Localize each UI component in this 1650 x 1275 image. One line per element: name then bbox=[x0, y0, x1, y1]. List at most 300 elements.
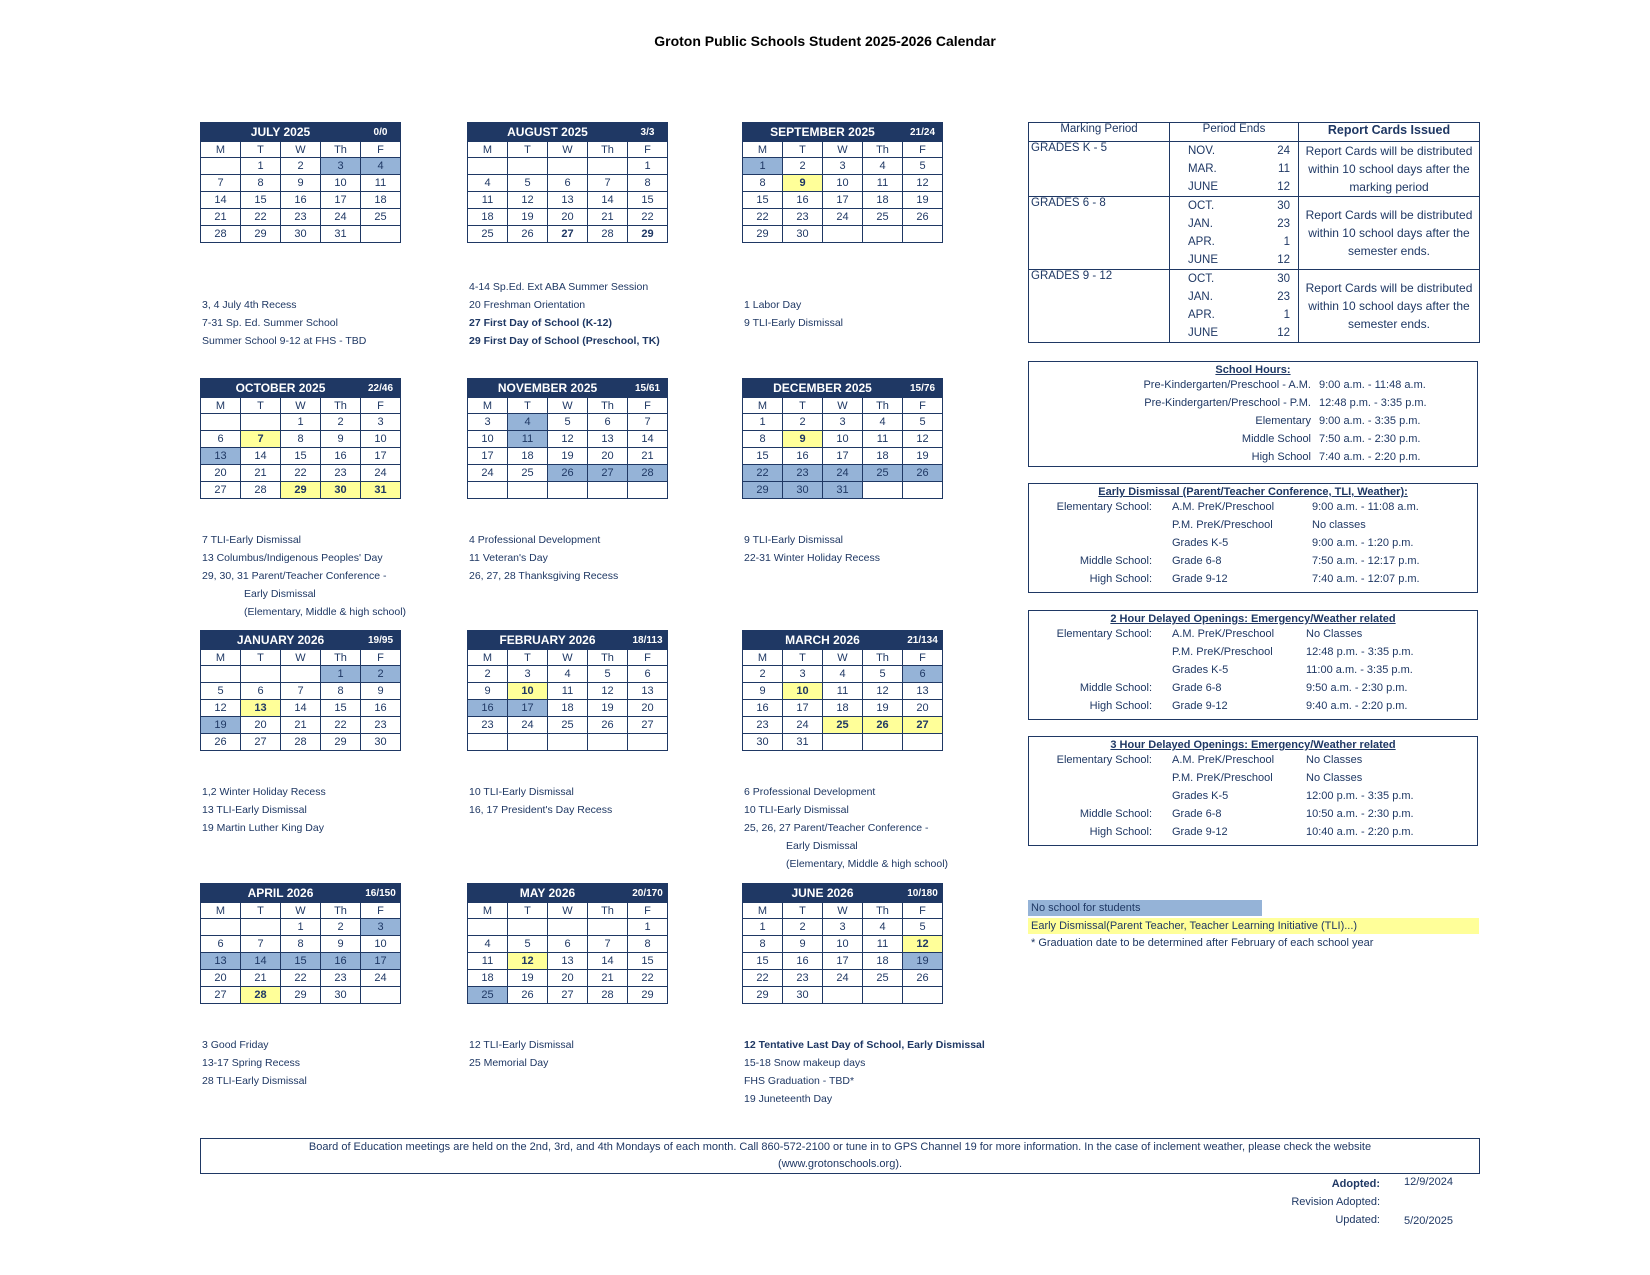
weekday-header: F bbox=[361, 398, 401, 414]
grade-group: Grades K-5 bbox=[1172, 537, 1229, 549]
day-cell: 13 bbox=[903, 683, 943, 700]
day-cell: 17 bbox=[508, 700, 548, 717]
hours-program: Elementary bbox=[1255, 415, 1311, 427]
day-cell: 11 bbox=[863, 431, 903, 448]
month-notes bbox=[202, 531, 406, 621]
hours-program: Middle School bbox=[1241, 433, 1311, 445]
grade-group: A.M. PreK/Preschool bbox=[1172, 501, 1275, 513]
weekday-header: W bbox=[823, 142, 863, 158]
month-notes bbox=[202, 1036, 307, 1090]
day-count: 16/150 bbox=[361, 884, 401, 903]
day-cell: 5 bbox=[508, 936, 548, 953]
day-cell: 8 bbox=[743, 936, 783, 953]
day-cell: 28 bbox=[588, 226, 628, 243]
day-cell: 26 bbox=[588, 717, 628, 734]
weekday-header: M bbox=[743, 903, 783, 919]
weekday-header: T bbox=[241, 398, 281, 414]
day-cell: 18 bbox=[863, 448, 903, 465]
day-cell bbox=[628, 734, 668, 751]
weekday-header: M bbox=[743, 650, 783, 666]
day-cell: 15 bbox=[628, 192, 668, 209]
day-cell: 29 bbox=[743, 987, 783, 1004]
weekday-header: W bbox=[548, 142, 588, 158]
month-note bbox=[744, 278, 843, 296]
day-cell: 21 bbox=[588, 209, 628, 226]
day-cell: 18 bbox=[508, 448, 548, 465]
day-cell: 2 bbox=[321, 919, 361, 936]
month-6 bbox=[200, 630, 401, 751]
day-cell bbox=[508, 919, 548, 936]
period-ends-cell bbox=[1170, 142, 1299, 197]
period-ends-cell bbox=[1170, 270, 1299, 343]
day-cell: 23 bbox=[783, 465, 823, 482]
day-cell bbox=[468, 734, 508, 751]
period-day: 24 bbox=[1277, 145, 1290, 157]
day-cell: 25 bbox=[548, 717, 588, 734]
month-calendar bbox=[467, 378, 668, 499]
day-cell: 23 bbox=[783, 209, 823, 226]
day-cell bbox=[361, 226, 401, 243]
weekday-header: W bbox=[281, 903, 321, 919]
day-cell: 5 bbox=[588, 666, 628, 683]
day-cell: 15 bbox=[321, 700, 361, 717]
day-cell: 19 bbox=[508, 209, 548, 226]
day-cell bbox=[588, 734, 628, 751]
month-note: 9 TLI-Early Dismissal bbox=[744, 534, 843, 546]
month-title: JANUARY 2026 bbox=[201, 631, 361, 650]
day-cell: 7 bbox=[241, 936, 281, 953]
day-cell: 14 bbox=[628, 431, 668, 448]
month-notes bbox=[744, 531, 880, 567]
day-cell: 2 bbox=[783, 158, 823, 175]
time-range: No Classes bbox=[1306, 754, 1363, 766]
month-note: 25, 26, 27 Parent/Teacher Conference - bbox=[744, 822, 929, 834]
time-range: 7:40 a.m. - 12:07 p.m. bbox=[1312, 573, 1420, 585]
weekday-header: F bbox=[903, 398, 943, 414]
month-note: 1 Labor Day bbox=[744, 299, 802, 311]
period-day: 23 bbox=[1277, 218, 1290, 230]
weekday-header: Th bbox=[321, 650, 361, 666]
delay2-title: 2 Hour Delayed Openings: Emergency/Weather related bbox=[1110, 613, 1396, 625]
day-cell: 13 bbox=[548, 192, 588, 209]
day-cell: 1 bbox=[281, 919, 321, 936]
day-cell: 6 bbox=[201, 431, 241, 448]
day-cell: 4 bbox=[468, 936, 508, 953]
month-calendar bbox=[200, 630, 401, 751]
day-cell: 9 bbox=[281, 175, 321, 192]
day-cell: 30 bbox=[321, 482, 361, 499]
month-4 bbox=[467, 378, 668, 499]
day-cell: 9 bbox=[783, 431, 823, 448]
day-cell: 24 bbox=[823, 970, 863, 987]
day-cell: 12 bbox=[588, 683, 628, 700]
day-cell: 28 bbox=[201, 226, 241, 243]
time-range: No classes bbox=[1312, 519, 1366, 531]
school-level bbox=[1029, 661, 1172, 679]
weekday-header: Th bbox=[863, 903, 903, 919]
hours-program: High School bbox=[1251, 451, 1311, 463]
month-7 bbox=[467, 630, 668, 751]
month-0 bbox=[200, 122, 401, 243]
month-note: 25 Memorial Day bbox=[469, 1057, 549, 1069]
day-cell: 24 bbox=[508, 717, 548, 734]
day-cell: 20 bbox=[548, 970, 588, 987]
month-notes bbox=[202, 278, 366, 350]
month-note: 29, 30, 31 Parent/Teacher Conference - bbox=[202, 570, 387, 582]
day-cell: 26 bbox=[201, 734, 241, 751]
day-cell: 27 bbox=[628, 717, 668, 734]
weekday-header: M bbox=[468, 398, 508, 414]
day-cell: 20 bbox=[201, 465, 241, 482]
day-cell: 16 bbox=[783, 953, 823, 970]
day-cell: 21 bbox=[201, 209, 241, 226]
month-note: 10 TLI-Early Dismissal bbox=[744, 804, 849, 816]
weekday-header: W bbox=[281, 398, 321, 414]
hours-time: 7:50 a.m. - 2:30 p.m. bbox=[1319, 433, 1421, 445]
day-cell: 11 bbox=[508, 431, 548, 448]
day-cell: 15 bbox=[241, 192, 281, 209]
grade-group: A.M. PreK/Preschool bbox=[1172, 628, 1275, 640]
day-cell: 23 bbox=[468, 717, 508, 734]
day-cell: 22 bbox=[281, 465, 321, 482]
day-cell: 15 bbox=[281, 448, 321, 465]
day-cell: 1 bbox=[628, 919, 668, 936]
day-cell: 21 bbox=[241, 970, 281, 987]
time-range: 12:00 p.m. - 3:35 p.m. bbox=[1306, 790, 1414, 802]
day-cell: 26 bbox=[508, 226, 548, 243]
day-cell: 10 bbox=[823, 175, 863, 192]
day-cell: 10 bbox=[823, 936, 863, 953]
day-count: 15/76 bbox=[903, 379, 943, 398]
day-cell: 6 bbox=[628, 666, 668, 683]
day-cell bbox=[823, 987, 863, 1004]
day-cell: 30 bbox=[361, 734, 401, 751]
period-day: 12 bbox=[1277, 181, 1290, 193]
day-cell bbox=[588, 158, 628, 175]
weekday-header: W bbox=[548, 398, 588, 414]
footer-box bbox=[200, 1138, 1480, 1174]
day-cell: 25 bbox=[863, 465, 903, 482]
day-cell: 7 bbox=[588, 175, 628, 192]
day-cell bbox=[863, 482, 903, 499]
day-cell: 6 bbox=[903, 666, 943, 683]
month-title: MAY 2026 bbox=[468, 884, 628, 903]
month-note: 4-14 Sp.Ed. Ext ABA Summer Session bbox=[469, 281, 649, 293]
month-8 bbox=[742, 630, 943, 751]
month-notes bbox=[744, 1036, 985, 1108]
day-cell: 27 bbox=[548, 987, 588, 1004]
day-count: 20/170 bbox=[628, 884, 668, 903]
day-cell bbox=[281, 666, 321, 683]
month-title: SEPTEMBER 2025 bbox=[743, 123, 903, 142]
adopted-label: Adopted: bbox=[1331, 1178, 1380, 1190]
day-count: 21/134 bbox=[903, 631, 943, 650]
period-end bbox=[1172, 160, 1296, 178]
footer-line2: (www.grotonschools.org). bbox=[777, 1158, 903, 1170]
month-note: 4 Professional Development bbox=[469, 534, 601, 546]
day-cell: 20 bbox=[201, 970, 241, 987]
day-cell: 18 bbox=[548, 700, 588, 717]
day-cell bbox=[508, 734, 548, 751]
day-cell: 25 bbox=[361, 209, 401, 226]
weekday-header: Th bbox=[588, 903, 628, 919]
day-cell bbox=[628, 482, 668, 499]
day-cell: 26 bbox=[903, 970, 943, 987]
weekday-header: T bbox=[783, 903, 823, 919]
day-cell: 12 bbox=[863, 683, 903, 700]
day-cell: 24 bbox=[823, 465, 863, 482]
month-note: 29 First Day of School (Preschool, TK) bbox=[469, 335, 660, 347]
period-end bbox=[1172, 142, 1296, 160]
month-11 bbox=[742, 883, 943, 1004]
month-note: 15-18 Snow makeup days bbox=[744, 1057, 866, 1069]
day-cell: 19 bbox=[863, 700, 903, 717]
day-cell: 10 bbox=[361, 936, 401, 953]
day-count: 0/0 bbox=[361, 123, 401, 142]
day-cell bbox=[241, 919, 281, 936]
day-cell: 13 bbox=[241, 700, 281, 717]
school-level: High School: bbox=[1089, 826, 1152, 838]
weekday-header: M bbox=[201, 142, 241, 158]
day-cell: 14 bbox=[588, 953, 628, 970]
day-cell: 22 bbox=[281, 970, 321, 987]
day-cell: 10 bbox=[823, 431, 863, 448]
day-cell bbox=[548, 158, 588, 175]
report-cards-text: Report Cards will be distributed within 10 school days after the semester ends. bbox=[1299, 270, 1480, 343]
day-cell: 16 bbox=[281, 192, 321, 209]
day-cell: 4 bbox=[863, 414, 903, 431]
grade-group: Grades K-5 bbox=[1172, 790, 1229, 802]
month-note: 12 Tentative Last Day of School, Early Dismissal bbox=[744, 1039, 985, 1051]
day-cell: 3 bbox=[508, 666, 548, 683]
day-cell: 29 bbox=[281, 987, 321, 1004]
day-cell: 13 bbox=[201, 953, 241, 970]
day-cell: 29 bbox=[743, 482, 783, 499]
day-cell: 28 bbox=[281, 734, 321, 751]
grade-group: Grade 9-12 bbox=[1172, 573, 1228, 585]
day-cell: 10 bbox=[361, 431, 401, 448]
day-cell bbox=[201, 158, 241, 175]
day-cell: 18 bbox=[468, 970, 508, 987]
day-cell: 22 bbox=[628, 970, 668, 987]
day-cell bbox=[361, 987, 401, 1004]
day-cell: 3 bbox=[823, 919, 863, 936]
day-cell: 27 bbox=[903, 717, 943, 734]
day-cell: 4 bbox=[823, 666, 863, 683]
month-5 bbox=[742, 378, 943, 499]
day-cell bbox=[823, 734, 863, 751]
month-calendar bbox=[742, 883, 943, 1004]
day-cell: 6 bbox=[548, 936, 588, 953]
day-cell: 20 bbox=[588, 448, 628, 465]
day-cell bbox=[823, 226, 863, 243]
day-cell: 24 bbox=[321, 209, 361, 226]
day-cell: 17 bbox=[468, 448, 508, 465]
month-note: 13 TLI-Early Dismissal bbox=[202, 804, 307, 816]
school-level: Elementary School: bbox=[1056, 628, 1152, 640]
period-end bbox=[1172, 270, 1296, 288]
day-cell: 30 bbox=[783, 482, 823, 499]
day-cell: 1 bbox=[743, 414, 783, 431]
day-cell: 27 bbox=[588, 465, 628, 482]
month-title: APRIL 2026 bbox=[201, 884, 361, 903]
day-cell: 1 bbox=[628, 158, 668, 175]
month-notes bbox=[744, 278, 843, 332]
day-cell: 15 bbox=[743, 953, 783, 970]
day-cell: 23 bbox=[743, 717, 783, 734]
day-cell: 11 bbox=[863, 175, 903, 192]
day-cell: 8 bbox=[281, 431, 321, 448]
month-note: (Elementary, Middle & high school) bbox=[244, 606, 407, 618]
day-cell: 29 bbox=[628, 987, 668, 1004]
time-range: 9:50 a.m. - 2:30 p.m. bbox=[1306, 682, 1408, 694]
day-cell: 9 bbox=[321, 936, 361, 953]
day-cell: 20 bbox=[628, 700, 668, 717]
day-cell: 4 bbox=[508, 414, 548, 431]
day-cell: 13 bbox=[588, 431, 628, 448]
day-cell: 4 bbox=[863, 919, 903, 936]
day-cell: 17 bbox=[361, 953, 401, 970]
weekday-header: F bbox=[903, 903, 943, 919]
time-range: 12:48 p.m. - 3:35 p.m. bbox=[1306, 646, 1414, 658]
day-cell bbox=[508, 158, 548, 175]
grade-group: P.M. PreK/Preschool bbox=[1172, 519, 1273, 531]
month-note: Early Dismissal bbox=[786, 840, 858, 852]
day-cell: 1 bbox=[743, 919, 783, 936]
day-cell: 29 bbox=[743, 226, 783, 243]
day-cell: 9 bbox=[468, 683, 508, 700]
day-cell: 10 bbox=[468, 431, 508, 448]
weekday-header: T bbox=[783, 142, 823, 158]
month-3 bbox=[200, 378, 401, 499]
month-notes bbox=[469, 783, 612, 819]
day-cell: 6 bbox=[548, 175, 588, 192]
day-cell: 16 bbox=[321, 448, 361, 465]
period-month: OCT. bbox=[1188, 273, 1215, 285]
weekday-header: F bbox=[361, 650, 401, 666]
month-note: 7 TLI-Early Dismissal bbox=[202, 534, 301, 546]
day-cell: 9 bbox=[321, 431, 361, 448]
month-note: 19 Juneteenth Day bbox=[744, 1093, 833, 1105]
day-cell: 7 bbox=[241, 431, 281, 448]
day-cell: 18 bbox=[823, 700, 863, 717]
day-cell: 1 bbox=[321, 666, 361, 683]
period-month: APR. bbox=[1188, 309, 1215, 321]
period-ends-cell bbox=[1170, 197, 1299, 270]
day-cell: 22 bbox=[628, 209, 668, 226]
day-cell: 22 bbox=[743, 465, 783, 482]
month-calendar bbox=[200, 378, 401, 499]
day-cell: 18 bbox=[361, 192, 401, 209]
page-title: Groton Public Schools Student 2025-2026 Calendar bbox=[654, 33, 996, 49]
day-cell: 9 bbox=[783, 175, 823, 192]
day-cell: 5 bbox=[863, 666, 903, 683]
day-cell: 8 bbox=[321, 683, 361, 700]
weekday-header: F bbox=[361, 903, 401, 919]
day-cell: 10 bbox=[321, 175, 361, 192]
day-cell: 19 bbox=[201, 717, 241, 734]
time-range: No Classes bbox=[1306, 628, 1363, 640]
delay3-box bbox=[1028, 736, 1478, 846]
day-cell: 12 bbox=[903, 431, 943, 448]
period-month: OCT. bbox=[1188, 200, 1215, 212]
month-note: (Elementary, Middle & high school) bbox=[786, 858, 949, 870]
day-cell: 5 bbox=[201, 683, 241, 700]
day-cell: 19 bbox=[508, 970, 548, 987]
weekday-header: M bbox=[468, 650, 508, 666]
day-cell: 1 bbox=[281, 414, 321, 431]
day-cell: 2 bbox=[321, 414, 361, 431]
month-title: FEBRUARY 2026 bbox=[468, 631, 628, 650]
day-cell bbox=[468, 158, 508, 175]
weekday-header: W bbox=[548, 903, 588, 919]
grade-group: A.M. PreK/Preschool bbox=[1172, 754, 1275, 766]
day-cell: 26 bbox=[548, 465, 588, 482]
month-note: 13-17 Spring Recess bbox=[202, 1057, 301, 1069]
month-1 bbox=[467, 122, 668, 243]
weekday-header: T bbox=[241, 903, 281, 919]
day-cell: 24 bbox=[361, 970, 401, 987]
day-cell: 1 bbox=[743, 158, 783, 175]
day-cell: 13 bbox=[201, 448, 241, 465]
school-level bbox=[1029, 769, 1172, 787]
period-end bbox=[1172, 306, 1296, 324]
marking-header: Marking Period bbox=[1029, 123, 1170, 142]
day-cell: 29 bbox=[281, 482, 321, 499]
day-cell: 8 bbox=[281, 936, 321, 953]
day-cell: 20 bbox=[241, 717, 281, 734]
weekday-header: F bbox=[628, 142, 668, 158]
weekday-header: W bbox=[823, 650, 863, 666]
day-cell: 20 bbox=[903, 700, 943, 717]
day-cell: 14 bbox=[201, 192, 241, 209]
day-cell: 16 bbox=[783, 448, 823, 465]
day-cell: 1 bbox=[241, 158, 281, 175]
month-calendar bbox=[200, 122, 401, 243]
day-cell: 18 bbox=[863, 953, 903, 970]
weekday-header: T bbox=[508, 142, 548, 158]
day-cell: 31 bbox=[783, 734, 823, 751]
weekday-header: Th bbox=[321, 142, 361, 158]
weekday-header: F bbox=[903, 142, 943, 158]
day-cell bbox=[903, 226, 943, 243]
month-note: 11 Veteran's Day bbox=[469, 552, 548, 564]
day-cell: 3 bbox=[783, 666, 823, 683]
grade-group: Grades K-5 bbox=[1172, 664, 1229, 676]
day-cell: 28 bbox=[588, 987, 628, 1004]
month-note: Summer School 9-12 at FHS - TBD bbox=[202, 335, 367, 347]
weekday-header: W bbox=[548, 650, 588, 666]
grade-group: P.M. PreK/Preschool bbox=[1172, 772, 1273, 784]
day-cell: 2 bbox=[281, 158, 321, 175]
day-cell: 25 bbox=[508, 465, 548, 482]
day-cell: 10 bbox=[508, 683, 548, 700]
day-cell: 17 bbox=[823, 953, 863, 970]
weekday-header: M bbox=[201, 650, 241, 666]
period-month: MAR. bbox=[1188, 163, 1217, 175]
day-cell bbox=[863, 226, 903, 243]
weekday-header: T bbox=[508, 398, 548, 414]
day-cell: 19 bbox=[588, 700, 628, 717]
weekday-header: W bbox=[281, 650, 321, 666]
day-cell: 5 bbox=[548, 414, 588, 431]
day-cell: 27 bbox=[548, 226, 588, 243]
day-cell: 24 bbox=[361, 465, 401, 482]
month-note: 20 Freshman Orientation bbox=[469, 299, 586, 311]
weekday-header: M bbox=[468, 903, 508, 919]
day-cell: 8 bbox=[743, 431, 783, 448]
day-cell: 7 bbox=[281, 683, 321, 700]
